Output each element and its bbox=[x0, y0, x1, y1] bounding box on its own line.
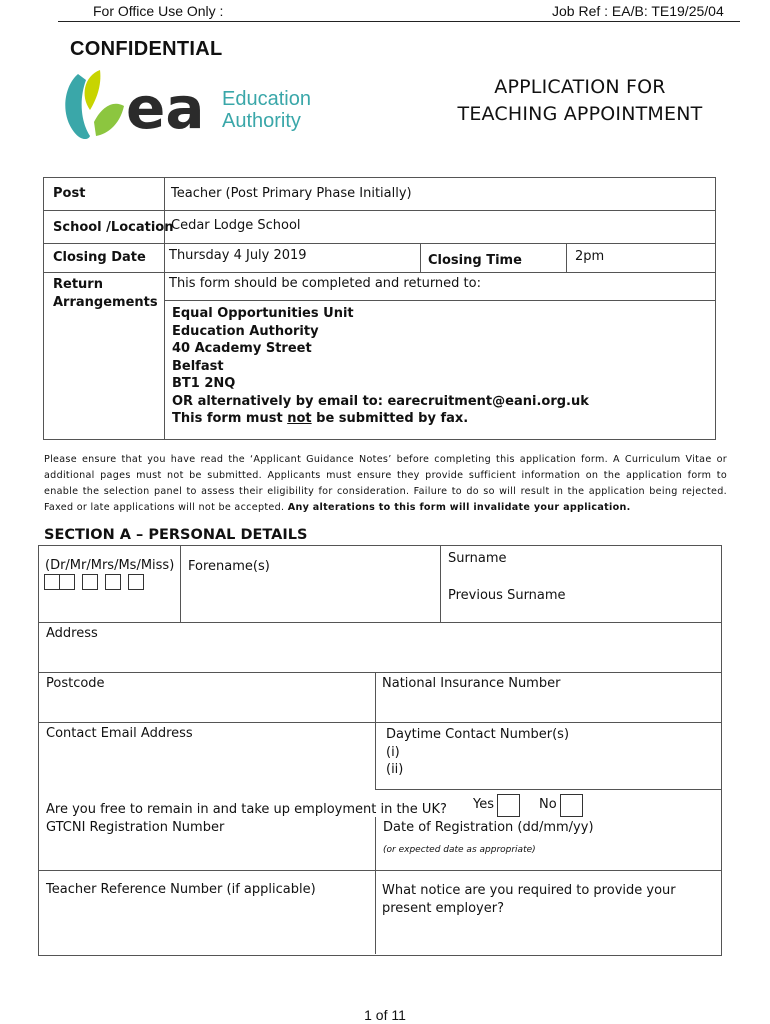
email-label: Contact Email Address bbox=[46, 726, 193, 741]
date-registration-note: (or expected date as appropriate) bbox=[383, 845, 536, 855]
previous-surname-label: Previous Surname bbox=[448, 588, 566, 603]
post-value: Teacher (Post Primary Phase Initially) bbox=[171, 186, 412, 201]
closing-time-value: 2pm bbox=[575, 249, 605, 264]
surname-label: Surname bbox=[448, 551, 507, 566]
ni-number-label: National Insurance Number bbox=[382, 676, 561, 691]
address-label: Address bbox=[46, 626, 98, 641]
page-number: 1 of 11 bbox=[364, 1007, 406, 1023]
office-use-label: For Office Use Only : bbox=[93, 3, 224, 19]
date-registration-label: Date of Registration (dd/mm/yy) bbox=[383, 820, 594, 835]
title-checkboxes bbox=[44, 574, 144, 590]
title-checkbox-dr[interactable] bbox=[44, 574, 60, 590]
title-checkbox-mrs[interactable] bbox=[82, 574, 98, 590]
uk-employment-question: Are you free to remain in and take up employment in the UK? bbox=[46, 802, 447, 817]
guidance-paragraph: Please ensure that you have read the ‘Applicant Guidance Notes’ before completing this application form. A Curriculum Vitae or additional pages must not be submitted. Applicants must ensure they provide sufficient information on the application form to enable the selection panel to assess their eligibility for consideration. Failure to do so will result in the application being rejected. Faxed or late applications will not be accepted. Any alterations to this form will invalidate your application. bbox=[44, 454, 727, 513]
svg-text:ea: ea bbox=[126, 74, 205, 142]
logo-line-education: Education bbox=[222, 88, 311, 110]
form-title bbox=[430, 74, 730, 128]
no-label: No bbox=[539, 797, 557, 812]
gtcni-label: GTCNI Registration Number bbox=[46, 820, 225, 835]
teacher-reference-label: Teacher Reference Number (if applicable) bbox=[46, 882, 316, 897]
forename-label: Forename(s) bbox=[188, 559, 270, 574]
notice-period-label: What notice are you required to provide your present employer? bbox=[382, 883, 676, 916]
job-ref-label: Job Ref : EA/B: TE19/25/04 bbox=[552, 3, 724, 19]
postcode-label: Postcode bbox=[46, 676, 105, 691]
closing-date-value: Thursday 4 July 2019 bbox=[169, 248, 307, 263]
title-checkbox-miss[interactable] bbox=[128, 574, 144, 590]
form-title-line1: APPLICATION FOR bbox=[494, 76, 666, 98]
yes-label: Yes bbox=[473, 797, 494, 812]
school-label: School /Location bbox=[53, 220, 174, 235]
closing-time-label: Closing Time bbox=[428, 253, 522, 268]
confidential-heading: CONFIDENTIAL bbox=[70, 38, 223, 60]
header-divider bbox=[58, 21, 740, 22]
return-address: Equal Opportunities Unit Education Authority 40 Academy Street Belfast BT1 2NQ OR alternatively by email to: earecruitment@eani.org.uk This form must not be submitted by fax. bbox=[172, 306, 589, 426]
title-checkbox-ms[interactable] bbox=[105, 574, 121, 590]
section-a-heading: SECTION A – PERSONAL DETAILS bbox=[44, 527, 308, 543]
email-line[interactable]: OR alternatively by email to: earecruitment@eani.org.uk bbox=[172, 393, 589, 409]
no-fax-line: This form must not be submitted by fax. bbox=[172, 411, 469, 426]
daytime-number-label: Daytime Contact Number(s) (i) (ii) bbox=[386, 727, 570, 777]
education-authority-logo bbox=[56, 66, 336, 146]
form-title-line2: TEACHING APPOINTMENT bbox=[457, 103, 703, 125]
return-arrangements-label: Return Arrangements bbox=[53, 277, 158, 310]
title-options-label: (Dr/Mr/Mrs/Ms/Miss) bbox=[45, 558, 175, 573]
no-checkbox[interactable] bbox=[560, 794, 583, 817]
logo-line-authority: Authority bbox=[222, 110, 301, 132]
return-intro: This form should be completed and returned to: bbox=[169, 276, 481, 291]
yes-checkbox[interactable] bbox=[497, 794, 520, 817]
school-value: Cedar Lodge School bbox=[171, 218, 301, 233]
post-label: Post bbox=[53, 186, 86, 201]
title-checkbox-mr[interactable] bbox=[59, 574, 75, 590]
closing-date-label: Closing Date bbox=[53, 250, 146, 265]
